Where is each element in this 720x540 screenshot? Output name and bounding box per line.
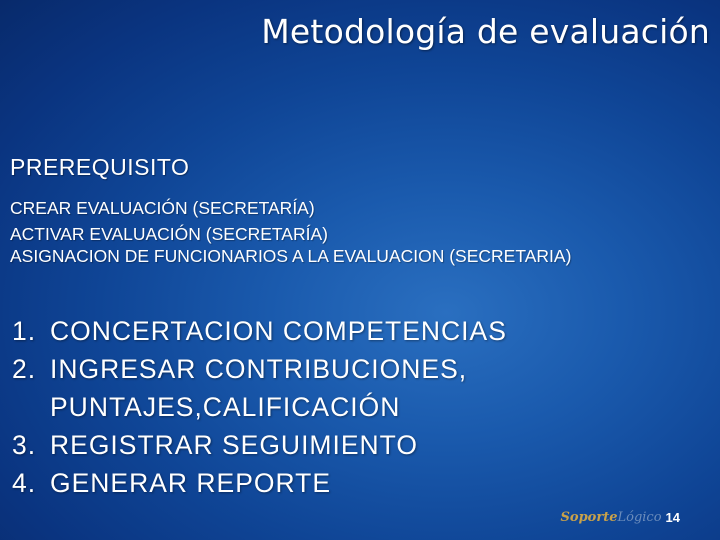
step-number: 2. bbox=[12, 354, 37, 384]
step-item bbox=[12, 426, 652, 464]
step-number: 3. bbox=[12, 430, 37, 460]
company-logo: SoporteLógico bbox=[560, 510, 662, 525]
step-text: REGISTRAR SEGUIMIENTO bbox=[50, 430, 418, 460]
prerequisite-item: CREAR EVALUACIÓN (SECRETARÍA) bbox=[10, 198, 315, 218]
step-number: 1. bbox=[12, 316, 37, 346]
step-item bbox=[12, 464, 652, 502]
step-item bbox=[12, 312, 652, 350]
slide-title: Metodología de evaluación bbox=[261, 12, 710, 51]
steps-list bbox=[12, 312, 652, 502]
page-number: 14 bbox=[665, 510, 680, 525]
step-text: INGRESAR CONTRIBUCIONES, PUNTAJES,CALIFICACIÓN bbox=[50, 354, 468, 422]
slide-footer bbox=[561, 510, 680, 525]
prerequisite-heading: PREREQUISITO bbox=[10, 154, 190, 180]
prerequisite-item: ASIGNACION DE FUNCIONARIOS A LA EVALUACION (SECRETARIA) bbox=[10, 246, 572, 266]
step-text: CONCERTACION COMPETENCIAS bbox=[50, 316, 507, 346]
prerequisite-item: ACTIVAR EVALUACIÓN (SECRETARÍA) bbox=[10, 224, 328, 244]
step-item bbox=[12, 350, 652, 426]
step-number: 4. bbox=[12, 468, 37, 498]
step-text: GENERAR REPORTE bbox=[50, 468, 332, 498]
prerequisite-list bbox=[10, 195, 650, 267]
